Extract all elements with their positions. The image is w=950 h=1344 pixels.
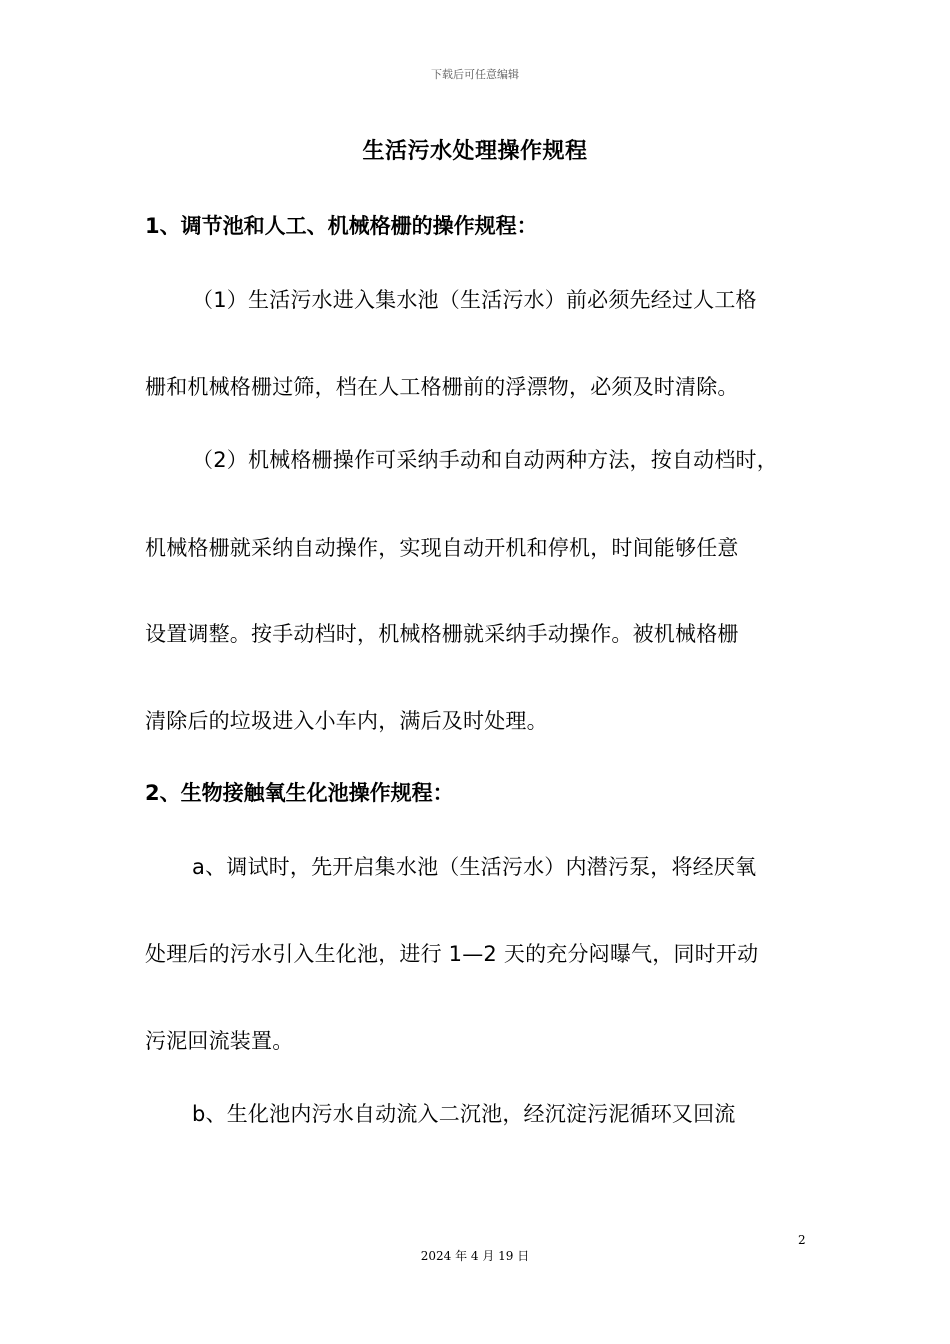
section-1-heading: 1、调节池和人工、机械格栅的操作规程： xyxy=(145,214,538,238)
paragraph-line: （2）机械格栅操作可采纳手动和自动两种方法，按自动档时， xyxy=(192,448,778,472)
paragraph-line: 清除后的垃圾进入小车内，满后及时处理。 xyxy=(145,709,548,733)
paragraph-line: a、调试时，先开启集水池（生活污水）内潜污泵，将经厌氧 xyxy=(192,855,757,879)
paragraph-line: 栅和机械格栅过筛，档在人工格栅前的浮漂物，必须及时清除。 xyxy=(145,375,739,399)
page-header: 下载后可任意编辑 xyxy=(431,68,519,81)
paragraph-line: 污泥回流装置。 xyxy=(145,1029,294,1053)
paragraph-line: （1）生活污水进入集水池（生活污水）前必须先经过人工格 xyxy=(192,288,757,312)
section-2-heading: 2、生物接触氧生化池操作规程： xyxy=(145,781,454,805)
paragraph-line: b、生化池内污水自动流入二沉池，经沉淀污泥循环又回流 xyxy=(192,1102,736,1126)
paragraph-line: 设置调整。按手动档时，机械格栅就采纳手动操作。被机械格栅 xyxy=(145,622,739,646)
page-number: 2 xyxy=(798,1233,806,1247)
footer-date: 2024 年 4 月 19 日 xyxy=(420,1249,530,1263)
paragraph-line: 机械格栅就采纳自动操作，实现自动开机和停机，时间能够任意 xyxy=(145,536,739,560)
document-title: 生活污水处理操作规程 xyxy=(362,139,588,164)
paragraph-line: 处理后的污水引入生化池，进行 1—2 天的充分闷曝气，同时开动 xyxy=(145,942,759,966)
